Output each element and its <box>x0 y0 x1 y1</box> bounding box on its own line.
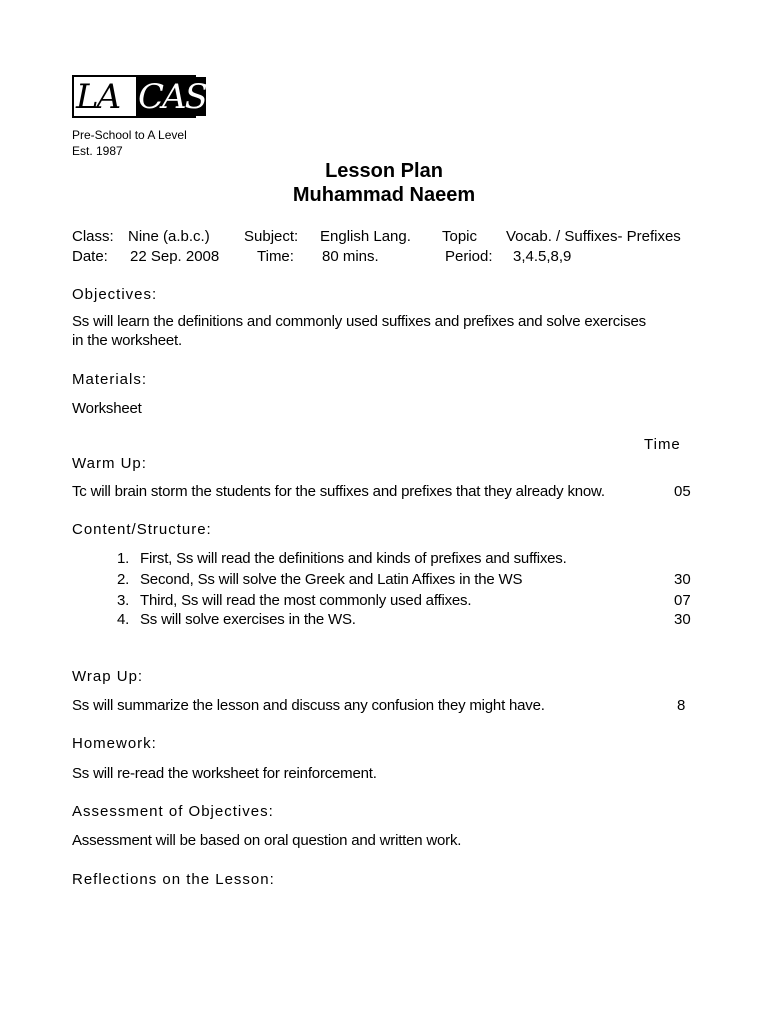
topic-label: Topic <box>442 228 478 245</box>
teacher-name: Muhammad Naeem <box>292 184 476 206</box>
content-item-time: 30 <box>674 611 691 628</box>
time-column-label: Time <box>644 436 681 453</box>
objectives-text-line1: Ss will learn the definitions and commonly used suffixes and prefixes and solve exercises <box>72 313 646 330</box>
assessment-heading: Assessment of Objectives: <box>72 803 274 820</box>
content-item-text: Second, Ss will solve the Greek and Latin Affixes in the WS <box>140 571 523 588</box>
objectives-heading: Objectives: <box>72 286 158 303</box>
content-heading: Content/Structure: <box>72 521 212 538</box>
content-item-time: 30 <box>674 571 691 588</box>
content-item-text: First, Ss will read the definitions and kinds of prefixes and suffixes. <box>140 550 567 567</box>
topic-value: Vocab. / Suffixes- Prefixes <box>506 228 681 245</box>
wrap-up-heading: Wrap Up: <box>72 668 144 685</box>
class-label: Class: <box>72 228 114 245</box>
logo-text-right: CAS <box>138 77 206 117</box>
date-value: 22 Sep. 2008 <box>130 248 220 265</box>
time-value: 80 mins. <box>322 248 379 265</box>
logo-text-left: LA <box>74 77 136 116</box>
subject-label: Subject: <box>244 228 299 245</box>
date-label: Date: <box>72 248 108 265</box>
content-item-number: 3. <box>117 592 130 609</box>
wrap-up-text: Ss will summarize the lesson and discuss any confusion they might have. <box>72 697 545 714</box>
content-item-number: 1. <box>117 550 130 567</box>
subject-value: English Lang. <box>320 228 411 245</box>
school-established: Est. 1987 <box>72 144 123 158</box>
period-label: Period: <box>445 248 493 265</box>
page-title: Lesson Plan <box>325 160 443 182</box>
time-label: Time: <box>257 248 294 265</box>
school-tagline: Pre-School to A Level <box>72 128 187 142</box>
assessment-text: Assessment will be based on oral question and written work. <box>72 832 462 849</box>
reflections-heading: Reflections on the Lesson: <box>72 871 275 888</box>
wrap-up-time: 8 <box>677 697 686 714</box>
period-value: 3,4.5,8,9 <box>513 248 572 265</box>
content-item-number: 2. <box>117 571 130 588</box>
content-item-number: 4. <box>117 611 130 628</box>
class-value: Nine (a.b.c.) <box>128 228 210 245</box>
content-item-text: Third, Ss will read the most commonly used affixes. <box>140 592 472 609</box>
content-item-text: Ss will solve exercises in the WS. <box>140 611 356 628</box>
materials-text: Worksheet <box>72 400 142 417</box>
homework-heading: Homework: <box>72 735 157 752</box>
school-logo <box>72 75 206 118</box>
materials-heading: Materials: <box>72 371 148 388</box>
content-item-time: 07 <box>674 592 691 609</box>
homework-text: Ss will re-read the worksheet for reinforcement. <box>72 765 377 782</box>
objectives-text-line2: in the worksheet. <box>72 332 182 349</box>
warm-up-heading: Warm Up: <box>72 455 147 472</box>
warm-up-text: Tc will brain storm the students for the suffixes and prefixes that they already know. <box>72 483 605 500</box>
warm-up-time: 05 <box>674 483 691 500</box>
